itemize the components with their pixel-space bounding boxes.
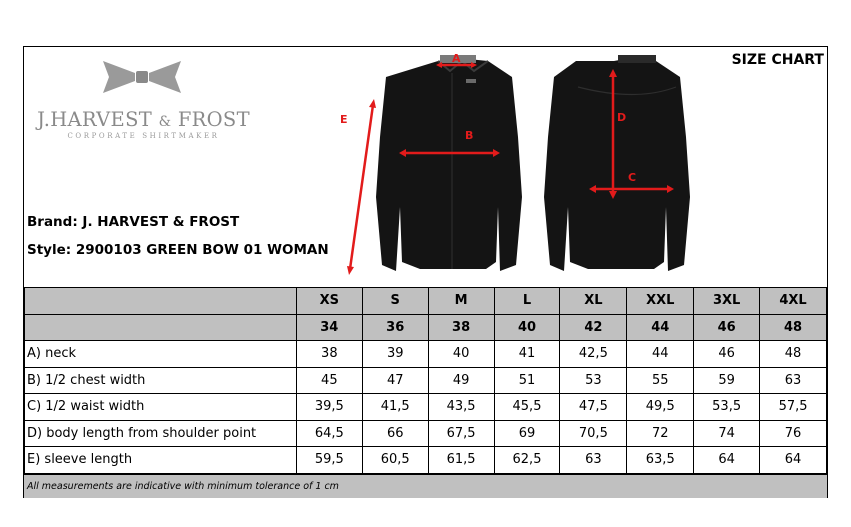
size-number-cell: 46 <box>694 314 760 341</box>
row-label: D) body length from shoulder point <box>25 420 297 447</box>
value-cell: 63 <box>560 447 627 474</box>
size-header-cell: L <box>494 288 560 315</box>
measure-label-d: D <box>617 111 627 124</box>
value-cell: 48 <box>760 341 827 368</box>
size-letter-row <box>25 288 827 315</box>
value-cell: 47 <box>362 367 428 394</box>
table-row <box>25 341 827 368</box>
size-header-cell: XL <box>560 288 627 315</box>
value-cell: 64,5 <box>296 420 362 447</box>
size-header-cell: S <box>362 288 428 315</box>
value-cell: 59,5 <box>296 447 362 474</box>
value-cell: 39,5 <box>296 394 362 421</box>
table-row <box>25 367 827 394</box>
brand-logo <box>36 55 251 140</box>
value-cell: 74 <box>694 420 760 447</box>
value-cell: 53 <box>560 367 627 394</box>
value-cell: 76 <box>760 420 827 447</box>
page-title: SIZE CHART <box>731 52 824 68</box>
value-cell: 69 <box>494 420 560 447</box>
brand-line: Brand: J. HARVEST & FROST <box>27 214 240 230</box>
value-cell: 47,5 <box>560 394 627 421</box>
size-header-cell: XXL <box>627 288 694 315</box>
value-cell: 49,5 <box>627 394 694 421</box>
shirt-back-icon <box>544 55 690 271</box>
value-cell: 64 <box>760 447 827 474</box>
logo-tagline: CORPORATE SHIRTMAKER <box>67 132 220 140</box>
value-cell: 62,5 <box>494 447 560 474</box>
style-line: Style: 2900103 GREEN BOW 01 WOMAN <box>27 242 329 258</box>
size-header-cell: XS <box>296 288 362 315</box>
value-cell: 63 <box>760 367 827 394</box>
header-blank-cell <box>25 314 297 341</box>
value-cell: 60,5 <box>362 447 428 474</box>
logo-wordmark: J.HARVEST & FROST <box>37 108 250 131</box>
value-cell: 70,5 <box>560 420 627 447</box>
size-header-cell: 4XL <box>760 288 827 315</box>
row-label: B) 1/2 chest width <box>25 367 297 394</box>
table-row <box>25 394 827 421</box>
size-table <box>24 287 827 474</box>
value-cell: 61,5 <box>428 447 494 474</box>
tolerance-footnote: All measurements are indicative with minimum tolerance of 1 cm <box>24 474 827 498</box>
value-cell: 42,5 <box>560 341 627 368</box>
table-row <box>25 447 827 474</box>
value-cell: 67,5 <box>428 420 494 447</box>
shirt-front-icon <box>376 55 522 271</box>
value-cell: 46 <box>694 341 760 368</box>
value-cell: 44 <box>627 341 694 368</box>
value-cell: 66 <box>362 420 428 447</box>
header-blank-cell <box>25 288 297 315</box>
size-number-cell: 38 <box>428 314 494 341</box>
value-cell: 43,5 <box>428 394 494 421</box>
size-number-cell: 40 <box>494 314 560 341</box>
value-cell: 55 <box>627 367 694 394</box>
value-cell: 49 <box>428 367 494 394</box>
size-number-cell: 36 <box>362 314 428 341</box>
measure-label-a: A <box>452 52 461 65</box>
value-cell: 41 <box>494 341 560 368</box>
row-label: A) neck <box>25 341 297 368</box>
value-cell: 72 <box>627 420 694 447</box>
value-cell: 45,5 <box>494 394 560 421</box>
value-cell: 53,5 <box>694 394 760 421</box>
size-number-cell: 42 <box>560 314 627 341</box>
bow-tie-icon <box>101 59 183 95</box>
value-cell: 57,5 <box>760 394 827 421</box>
shirt-illustration <box>336 47 726 287</box>
size-number-cell: 44 <box>627 314 694 341</box>
size-number-cell: 34 <box>296 314 362 341</box>
value-cell: 51 <box>494 367 560 394</box>
chart-header <box>24 47 827 287</box>
value-cell: 45 <box>296 367 362 394</box>
value-cell: 59 <box>694 367 760 394</box>
size-number-row <box>25 314 827 341</box>
value-cell: 41,5 <box>362 394 428 421</box>
value-cell: 40 <box>428 341 494 368</box>
value-cell: 64 <box>694 447 760 474</box>
table-row <box>25 420 827 447</box>
measure-label-c: C <box>628 171 637 184</box>
row-label: E) sleeve length <box>25 447 297 474</box>
measure-label-e: E <box>340 113 348 126</box>
value-cell: 38 <box>296 341 362 368</box>
measure-label-b: B <box>465 129 474 142</box>
value-cell: 63,5 <box>627 447 694 474</box>
size-number-cell: 48 <box>760 314 827 341</box>
value-cell: 39 <box>362 341 428 368</box>
size-chart-sheet <box>23 46 828 498</box>
size-header-cell: 3XL <box>694 288 760 315</box>
row-label: C) 1/2 waist width <box>25 394 297 421</box>
size-header-cell: M <box>428 288 494 315</box>
